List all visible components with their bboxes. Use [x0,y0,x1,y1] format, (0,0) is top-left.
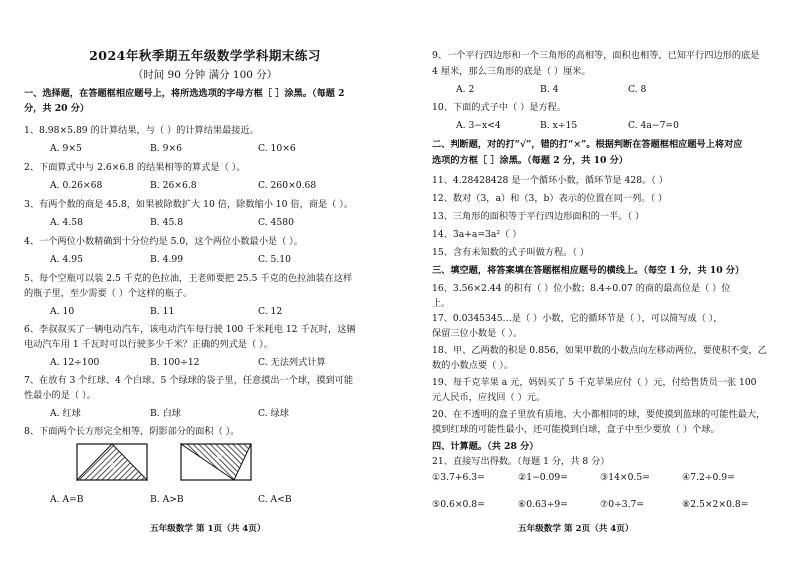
q11-text: 11、4.28428428 是一个循环小数，循环节是 428。（ ） [432,175,668,186]
q8-option-b: B. A>B [150,494,184,505]
q8-fig-label-a: A [109,462,116,472]
q6-option-c: C. 无法列式计算 [258,357,326,368]
q15-text: 15、含有未知数的式子叫做方程。（ ） [432,247,590,258]
q8-figure-b [180,443,252,483]
q7-option-a: A. 红球 [50,408,81,419]
q17-text-line1: 17、0.0345345…是（ ）小数，它的循环节是（ ），可以简写成（ ）， [432,313,723,324]
q21-heading: 21、直接写出得数。（每题 1 分，共 8 分） [432,456,610,467]
q3-text: 3、有两个数的商是 45.8，如果被除数扩大 10 倍，除数缩小 10 倍，商是（ ）。 [24,199,354,210]
section1-heading-line1: 一、选择题，在答题框相应题号上，将所选选项的字母方框［ ］涂黑。（每题 2 [24,88,345,99]
q13-text: 13、三角形的面积等于平行四边形面积的一半。（ ） [432,211,645,222]
section1-heading-line2: 分，共 20 分） [24,103,90,114]
q9-option-b: B. 4 [540,84,559,95]
q21-item: ⑧2.5×2×0.8= [682,499,749,510]
q4-option-c: C. 5.10 [258,254,291,265]
q8-fig-label-b: B [216,452,223,462]
page1-footer: 五年级数学 第 1页（共 4页） [150,524,266,534]
q5-text-line1: 5、每个空瓶可以装 2.5 千克的色拉油，王老师要把 25.5 千克的色拉油装在这样 [24,273,353,284]
q1-text: 1、8.98×5.89 的计算结果，与（ ）的计算结果最接近。 [24,125,259,136]
q3-option-a: A. 4.58 [50,217,83,228]
q21-item: ⑥0.63÷9= [518,499,568,510]
q4-text: 4、一个两位小数精确到十分位约是 5.0，这个两位小数最小是（ ）。 [24,236,303,247]
q2-option-c: C. 260×0.68 [258,180,317,191]
q8-text: 8、下面两个长方形完全相等，阴影部分的面积（ ）。 [24,426,240,437]
q5-text-line2: 的瓶子里，至少需要（ ）个这样的瓶子。 [24,288,193,299]
q12-text: 12、数对（3，a）和（3，b）表示的位置在同一列。（ ） [432,193,668,204]
q21-item: ⑦0÷3.7= [600,499,645,510]
q5-option-a: A. 10 [50,306,75,317]
q4-option-a: A. 4.95 [50,254,83,265]
q6-option-b: B. 100÷12 [150,357,200,368]
q17-text-line2: 保留三位小数是（ ）。 [432,328,523,339]
section3-heading: 三、填空题，将答案填在答题框相应题号的横线上。（每空 1 分，共 10 分） [432,265,745,276]
exam-title: 2024年秋季期五年级数学学科期末练习 [89,48,321,63]
q9-text-line2: 4 厘米，那么三角形的底是（ ）厘米。 [432,66,591,77]
q3-option-b: B. 45.8 [150,217,184,228]
q8-option-c: C. A<B [258,494,292,505]
q19-text-line1: 19、每千克苹果 a 元，妈妈买了 5 千克苹果应付（ ）元，付给售货员一张 100 [432,377,757,388]
q2-text: 2、下面算式中与 2.6×6.8 的结果相等的算式是（ ）。 [24,162,246,173]
q9-option-a: A. 2 [456,84,475,95]
exam-subtitle: （时间 90 分钟 满分 100 分） [132,69,278,81]
q21-item: ⑤0.6×0.8= [432,499,485,510]
q9-option-c: C. 8 [628,84,647,95]
q1-option-c: C. 10×6 [258,143,296,154]
exam-page-2 [400,0,794,561]
q16-text-line2: 上。 [432,298,451,309]
q3-option-c: C. 4580 [258,217,294,228]
q4-option-b: B. 4.99 [150,254,184,265]
q19-text-line2: 元人民币，应找回（ ）元。 [432,392,546,403]
q10-option-a: A. 3−x<4 [456,120,501,131]
q2-option-a: A. 0.26×68 [50,180,103,191]
q2-option-b: B. 26×6.8 [150,180,197,191]
q20-text-line1: 20、在不透明的盒子里放有质地、大小都相同的球，要使摸到蓝球的可能性最大， [432,409,766,420]
q6-text-line1: 6、李叔叔买了一辆电动汽车，该电动汽车每行驶 100 千米耗电 12 千瓦时，这辆 [24,324,356,335]
q16-text-line1: 16、3.56×2.44 的积有（ ）位小数；8.4÷0.07 的商的最高位是（ ）位 [432,283,731,294]
q5-option-b: B. 11 [150,306,175,317]
q21-item: ③14×0.5= [600,472,650,483]
q9-text-line1: 9、一个平行四边形和一个三角形的高相等，面积也相等，已知平行四边形的底是 [432,50,760,61]
section2-heading-line2: 选项的方框［ ］涂黑。（每题 2 分，共 10 分） [432,155,628,166]
section4-heading: 四、计算题。（共 28 分） [432,441,539,452]
q1-option-b: B. 9×6 [150,143,182,154]
q14-text: 14、3a+a=3a²（ ） [432,229,522,240]
q7-text-line1: 7、在放有 3 个红球、4 个白球、5 个绿球的袋子里，任意摸出一个球，摸到可能 [24,375,354,386]
q10-option-c: C. 4a−7=0 [628,120,679,131]
q6-text-line2: 电动汽车用 1 千瓦时可以行驶多少千米？正确的列式是（ ）。 [24,339,273,350]
section2-heading-line1: 二、判断题，对的打“√”，错的打“×”。根据判断在答题框相应题号上将对应 [432,139,743,150]
q21-item: ④7.2÷0.9= [682,472,735,483]
q7-option-b: B. 白球 [150,408,181,419]
q1-option-a: A. 9×5 [50,143,82,154]
q21-item: ①3.7+6.3= [432,472,485,483]
q10-option-b: B. x÷15 [540,120,578,131]
q5-option-c: C. 12 [258,306,283,317]
q18-text-line2: 数的小数点要（ ）。 [432,360,514,371]
q10-text: 10、下面的式子中（ ）是方程。 [432,102,567,113]
q18-text-line1: 18、甲、乙两数的积是 0.856，如果甲数的小数点向左移动两位，要使积不变，乙 [432,345,767,356]
q8-option-a: A. A=B [50,494,84,505]
q7-option-c: C. 绿球 [258,408,289,419]
q7-text-line2: 性最小的是（ ）。 [24,390,96,401]
q8-figure-a [76,443,148,483]
q21-item: ②1−0.09= [518,472,568,483]
page2-footer: 五年级数学 第 2页（共 4页） [518,524,634,534]
q6-option-a: A. 12÷100 [50,357,100,368]
q20-text-line2: 摸到红球的可能性最小，还可能摸到白球，盒子中至少要放（ ）个球。 [432,424,720,435]
